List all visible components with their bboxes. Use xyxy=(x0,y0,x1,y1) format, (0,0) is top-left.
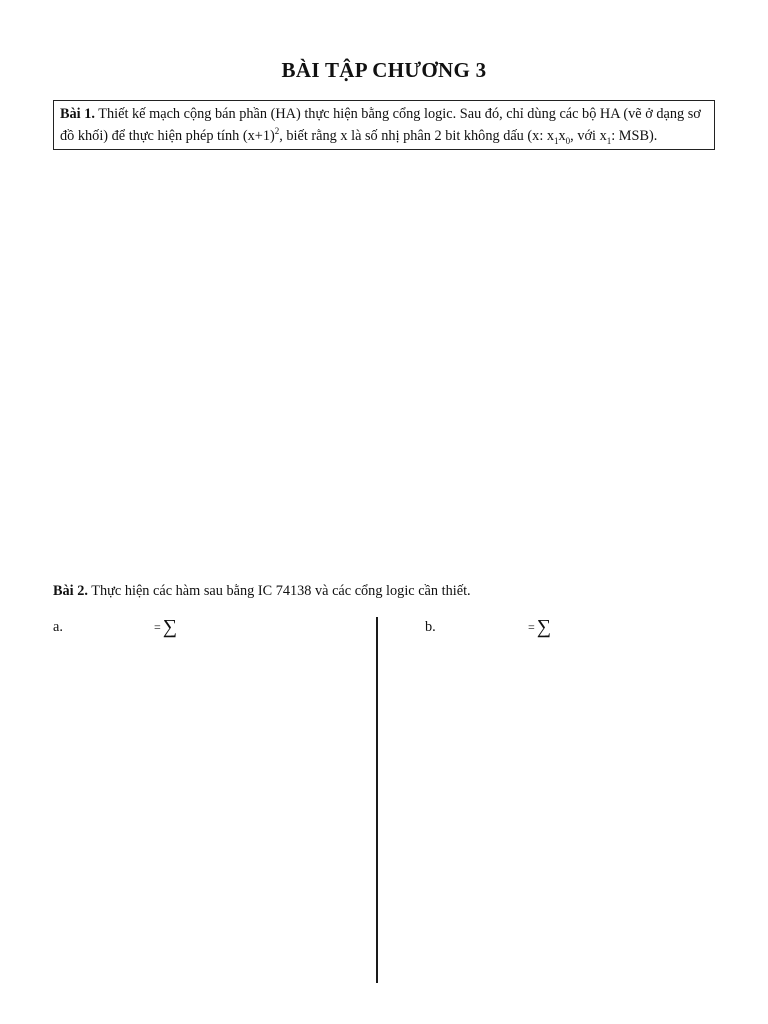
part-a-sigma: ∑ xyxy=(162,616,178,638)
part-a-label: a. xyxy=(53,619,63,635)
part-b-sum xyxy=(528,617,551,638)
exercise-1-superscript: 2 xyxy=(274,125,280,136)
exercise-1-sub-2: 0 xyxy=(565,135,571,146)
exercise-1-text: Thiết kế mạch cộng bán phần (HA) thực hiện bằng cổng logic. Sau đó, chỉ dùng các bộ HA (vẽ ở dạng sơ đồ khối) để thực hiện phép tính (x+1) xyxy=(60,106,701,144)
part-b-equals: = xyxy=(528,620,535,634)
part-b-label: b. xyxy=(425,619,436,635)
exercise-2-text: Thực hiện các hàm sau bằng IC 74138 và các cổng logic cần thiết. xyxy=(87,583,471,599)
exercise-1-text-5: : MSB). xyxy=(611,127,658,144)
column-divider xyxy=(376,617,378,983)
page-title: BÀI TẬP CHƯƠNG 3 xyxy=(281,58,487,82)
exercise-1-text-2: , biết rằng x là số nhị phân 2 bit không dấu (x: x xyxy=(279,127,555,144)
exercise-1-text-4: , với x xyxy=(570,127,607,144)
exercise-2-heading xyxy=(53,581,471,602)
exercise-2-label: Bài 2. xyxy=(53,583,88,599)
exercise-1-box xyxy=(53,100,715,150)
part-b-sigma: ∑ xyxy=(536,616,552,638)
part-a-sum xyxy=(154,617,177,638)
exercise-1-sub-3: 1 xyxy=(606,135,612,146)
exercise-1-sub-1: 1 xyxy=(554,135,559,146)
exercise-1-label: Bài 1. xyxy=(60,106,95,122)
part-a-equals: = xyxy=(154,620,161,634)
exercise-1-text-3: x xyxy=(558,127,566,144)
